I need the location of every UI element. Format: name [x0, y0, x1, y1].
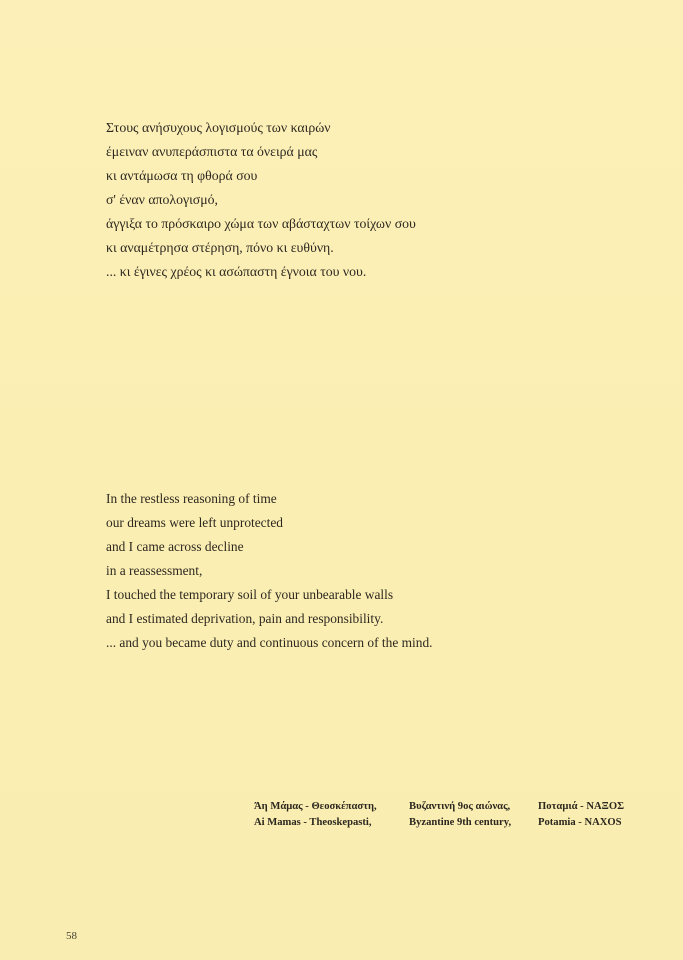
poem-line: σ' έναν απολογισμό, — [106, 192, 218, 207]
poem-line: έμειναν ανυπεράσπιστα τα όνειρά μας — [106, 144, 318, 159]
caption-period: Byzantine 9th century, — [409, 817, 512, 828]
poem-line: and I estimated deprivation, pain and responsibility. — [106, 611, 384, 626]
poem-line: κι αντάμωσα τη φθορά σου — [106, 168, 258, 183]
poem-line: ... and you became duty and continuous concern of the mind. — [106, 635, 433, 650]
poem-line: I touched the temporary soil of your unbearable walls — [106, 587, 394, 602]
poem-line: Στους ανήσυχους λογισμούς των καιρών — [106, 120, 331, 135]
page-number: 58 — [66, 930, 77, 942]
poem-line: and I came across decline — [106, 539, 244, 554]
poem-english — [106, 487, 433, 655]
caption-place: Ai Mamas - Theoskepasti, — [254, 817, 372, 828]
caption-period: Βυζαντινή 9ος αιώνας, — [409, 801, 511, 812]
caption-location: Potamia - NAXOS — [538, 817, 622, 828]
caption-place: Άη Μάμας - Θεοσκέπαστη, — [254, 801, 377, 812]
poem-line: in a reassessment, — [106, 563, 203, 578]
poem-line: άγγιξα το πρόσκαιρο χώμα των αβάσταχτων τοίχων σου — [106, 216, 416, 231]
poem-line: our dreams were left unprotected — [106, 515, 283, 530]
poem-line: κι αναμέτρησα στέρηση, πόνο κι ευθύνη. — [106, 240, 334, 255]
caption-location: Ποταμιά - ΝΑΞΟΣ — [538, 801, 625, 812]
poem-greek — [106, 116, 416, 284]
poem-line: In the restless reasoning of time — [106, 491, 277, 506]
poem-line: ... κι έγινες χρέος κι ασώπαστη έγνοια του νου. — [106, 264, 367, 279]
